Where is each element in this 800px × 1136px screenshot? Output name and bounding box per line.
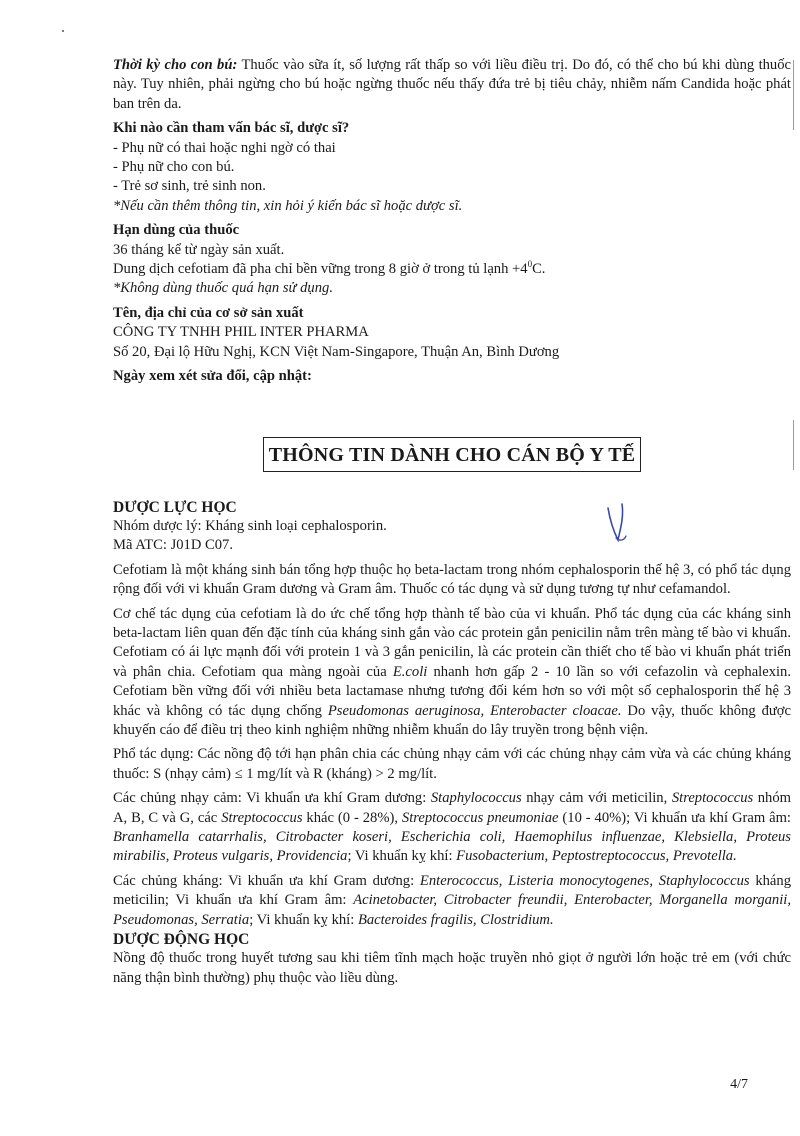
pharmacodynamics-heading: DƯỢC LỰC HỌC <box>113 498 237 516</box>
species-name: Acinetobacter, Citrobacter freundii, Enterobacter, Morganella morganii, Pseudomonas, Serratia <box>113 892 791 928</box>
breastfeeding-label: Thời kỳ cho con bú: <box>113 57 238 73</box>
strains-text: Các chủng kháng: Vi khuẩn ưa khí Gram dương: <box>113 872 420 889</box>
scan-edge-line <box>793 420 794 470</box>
species-name: Streptococcus <box>221 809 303 826</box>
mechanism-paragraph <box>113 605 791 741</box>
resistant-strains-paragraph <box>113 872 791 930</box>
atc-code: Mã ATC: J01D C07. <box>113 537 234 554</box>
strains-text: (10 - 40%); Vi khuẩn ưa khí Gram âm: <box>558 809 791 826</box>
breastfeeding-paragraph <box>113 56 791 114</box>
review-date-heading: Ngày xem xét sửa đổi, cập nhật: <box>113 368 312 385</box>
section-banner <box>113 437 791 472</box>
species-name: Pseudomonas aeruginosa, Enterobacter cloacae. <box>327 702 622 719</box>
breastfeeding-text: Thuốc vào sữa ít, số lượng rất thấp so với liều điều trị. Do đó, có thể cho bú khi dùng thuốc này. Tuy nhiên, phải ngừng cho bú hoặc ngừng thuốc nếu thấy đứa trẻ bị tiêu chảy, nhiễm nấm Candida hoặc phát ban trên da. <box>113 57 791 112</box>
strains-text: nhóm A, B, C và G, các <box>113 790 791 826</box>
consult-item: - Phụ nữ cho con bú. <box>113 159 235 176</box>
strains-text: nhạy cảm với meticilin, <box>521 790 672 807</box>
strains-text: ; Vi khuẩn kỵ khí: <box>347 848 457 865</box>
consult-note: *Nếu cần thêm thông tin, xin hỏi ý kiến bác sĩ hoặc dược sĩ. <box>113 197 463 214</box>
sensitive-strains-paragraph <box>113 789 791 867</box>
consult-heading: Khi nào cần tham vấn bác sĩ, dược sĩ? <box>113 120 350 137</box>
strains-text: khác (0 - 28%), <box>302 809 402 826</box>
pharmacokinetics-heading: DƯỢC ĐỘNG HỌC <box>113 931 250 949</box>
species-name: Streptococcus <box>671 790 754 807</box>
scan-edge-line <box>793 60 794 130</box>
species-name: Fusobacterium, Peptostreptococcus, Prevotella. <box>456 848 737 865</box>
expiry-storage-text: Dung dịch cefotiam đã pha chỉ bền vững trong 8 giờ ở trong tủ lạnh +4 <box>113 261 528 278</box>
pharmacokinetics-paragraph: Nồng độ thuốc trong huyết tương sau khi tiêm tĩnh mạch hoặc truyền nhỏ giọt ở người lớn hoặc trẻ em (với chức năng thận bình thường) phụ thuộc vào liều dùng. <box>113 950 791 986</box>
document-page <box>113 56 791 988</box>
species-name: Bacteroides fragilis, Clostridium. <box>357 911 554 928</box>
expiry-heading: Hạn dùng của thuốc <box>113 222 240 239</box>
spectrum-paragraph: Phổ tác dụng: Các nồng độ tới hạn phân chia các chủng nhạy cảm với các chủng nhạy cảm vừa và các chủng kháng thuốc: S (nhạy cảm) ≤ 1 mg/lít và R (kháng) > 2 mg/lít. <box>113 746 791 782</box>
strains-text: kháng meticilin; Vi khuẩn ưa khí Gram âm: <box>113 872 791 909</box>
species-name: E.coli <box>392 663 428 680</box>
strains-text: ; Vi khuẩn kỵ khí: <box>249 911 358 928</box>
mechanism-text: nhanh hơn gấp 2 - 10 lần so với cefazolin và cephalexin. Cefotiam bền vững đối với nhiều beta lactamase nhưng tương đối kém hơn so với một số cephalosporin thế hệ 3 khác và không có tác dụng chống <box>113 663 791 719</box>
manufacturer-name: CÔNG TY TNHH PHIL INTER PHARMA <box>113 324 369 341</box>
manufacturer-heading: Tên, địa chỉ của cơ sở sản xuất <box>113 304 304 321</box>
page-number: 4/7 <box>730 1077 748 1092</box>
degree-superscript: 0 <box>527 259 533 270</box>
species-name: Streptococcus pneumoniae <box>401 809 559 826</box>
pharmacodynamics-paragraph: Cefotiam là một kháng sinh bán tổng hợp thuộc họ beta-lactam trong nhóm cephalosporin thế hệ 3, có phổ tác dụng rộng đối với vi khuẩn Gram dương và Gram âm. Thuốc có tác dụng và sử dụng tương tự như cefamandol. <box>113 561 791 598</box>
strains-text: Các chủng nhạy cảm: Vi khuẩn ưa khí Gram dương: <box>113 790 431 807</box>
expiry-line: 36 tháng kể từ ngày sản xuất. <box>113 241 285 258</box>
species-name: Staphylococcus <box>430 790 522 807</box>
mechanism-text: Cơ chế tác dụng của cefotiam là do ức chế tổng hợp thành tế bào của vi khuẩn. Phổ tác dụng của các kháng sinh beta-lactam liên quan đến đặc tính của kháng sinh gắn vào các protein gắn penicilin nằm trên màng tế bào vi khuẩn. Cefotiam có ái lực mạnh đối với protein 1 và 3 gắn penicilin, là các protein cần thiết cho tế bào vi khuẩn phát triển và phân chia. Cefotiam qua màng ngoài của <box>113 605 791 680</box>
pharmacological-group: Nhóm dược lý: Kháng sinh loại cephalosporin. <box>113 517 387 534</box>
manufacturer-address: Số 20, Đại lộ Hữu Nghị, KCN Việt Nam-Singapore, Thuận An, Bình Dương <box>113 343 560 360</box>
section-banner-title: THÔNG TIN DÀNH CHO CÁN BỘ Y TẾ <box>263 437 642 472</box>
species-name: Enterococcus, Listeria monocytogenes, Staphylococcus <box>419 872 750 889</box>
consult-item: - Phụ nữ có thai hoặc nghi ngờ có thai <box>113 139 336 156</box>
consult-item: - Trẻ sơ sinh, trẻ sinh non. <box>113 178 266 195</box>
expiry-storage-line <box>113 260 791 279</box>
celsius-unit: C. <box>532 261 546 278</box>
expiry-note: *Không dùng thuốc quá hạn sử dụng. <box>113 280 333 297</box>
species-name: Branhamella catarrhalis, Citrobacter koseri, Escherichia coli, Haemophilus influenzae, Klebsiella, Proteus mirabilis, Proteus vulgaris, Providencia <box>113 829 791 865</box>
scan-speck <box>62 30 64 32</box>
mechanism-text: Do vậy, thuốc không được khuyến cáo để điều trị theo kinh nghiệm những nhiễm khuẩn do lây truyền trong bệnh viện. <box>113 702 791 738</box>
